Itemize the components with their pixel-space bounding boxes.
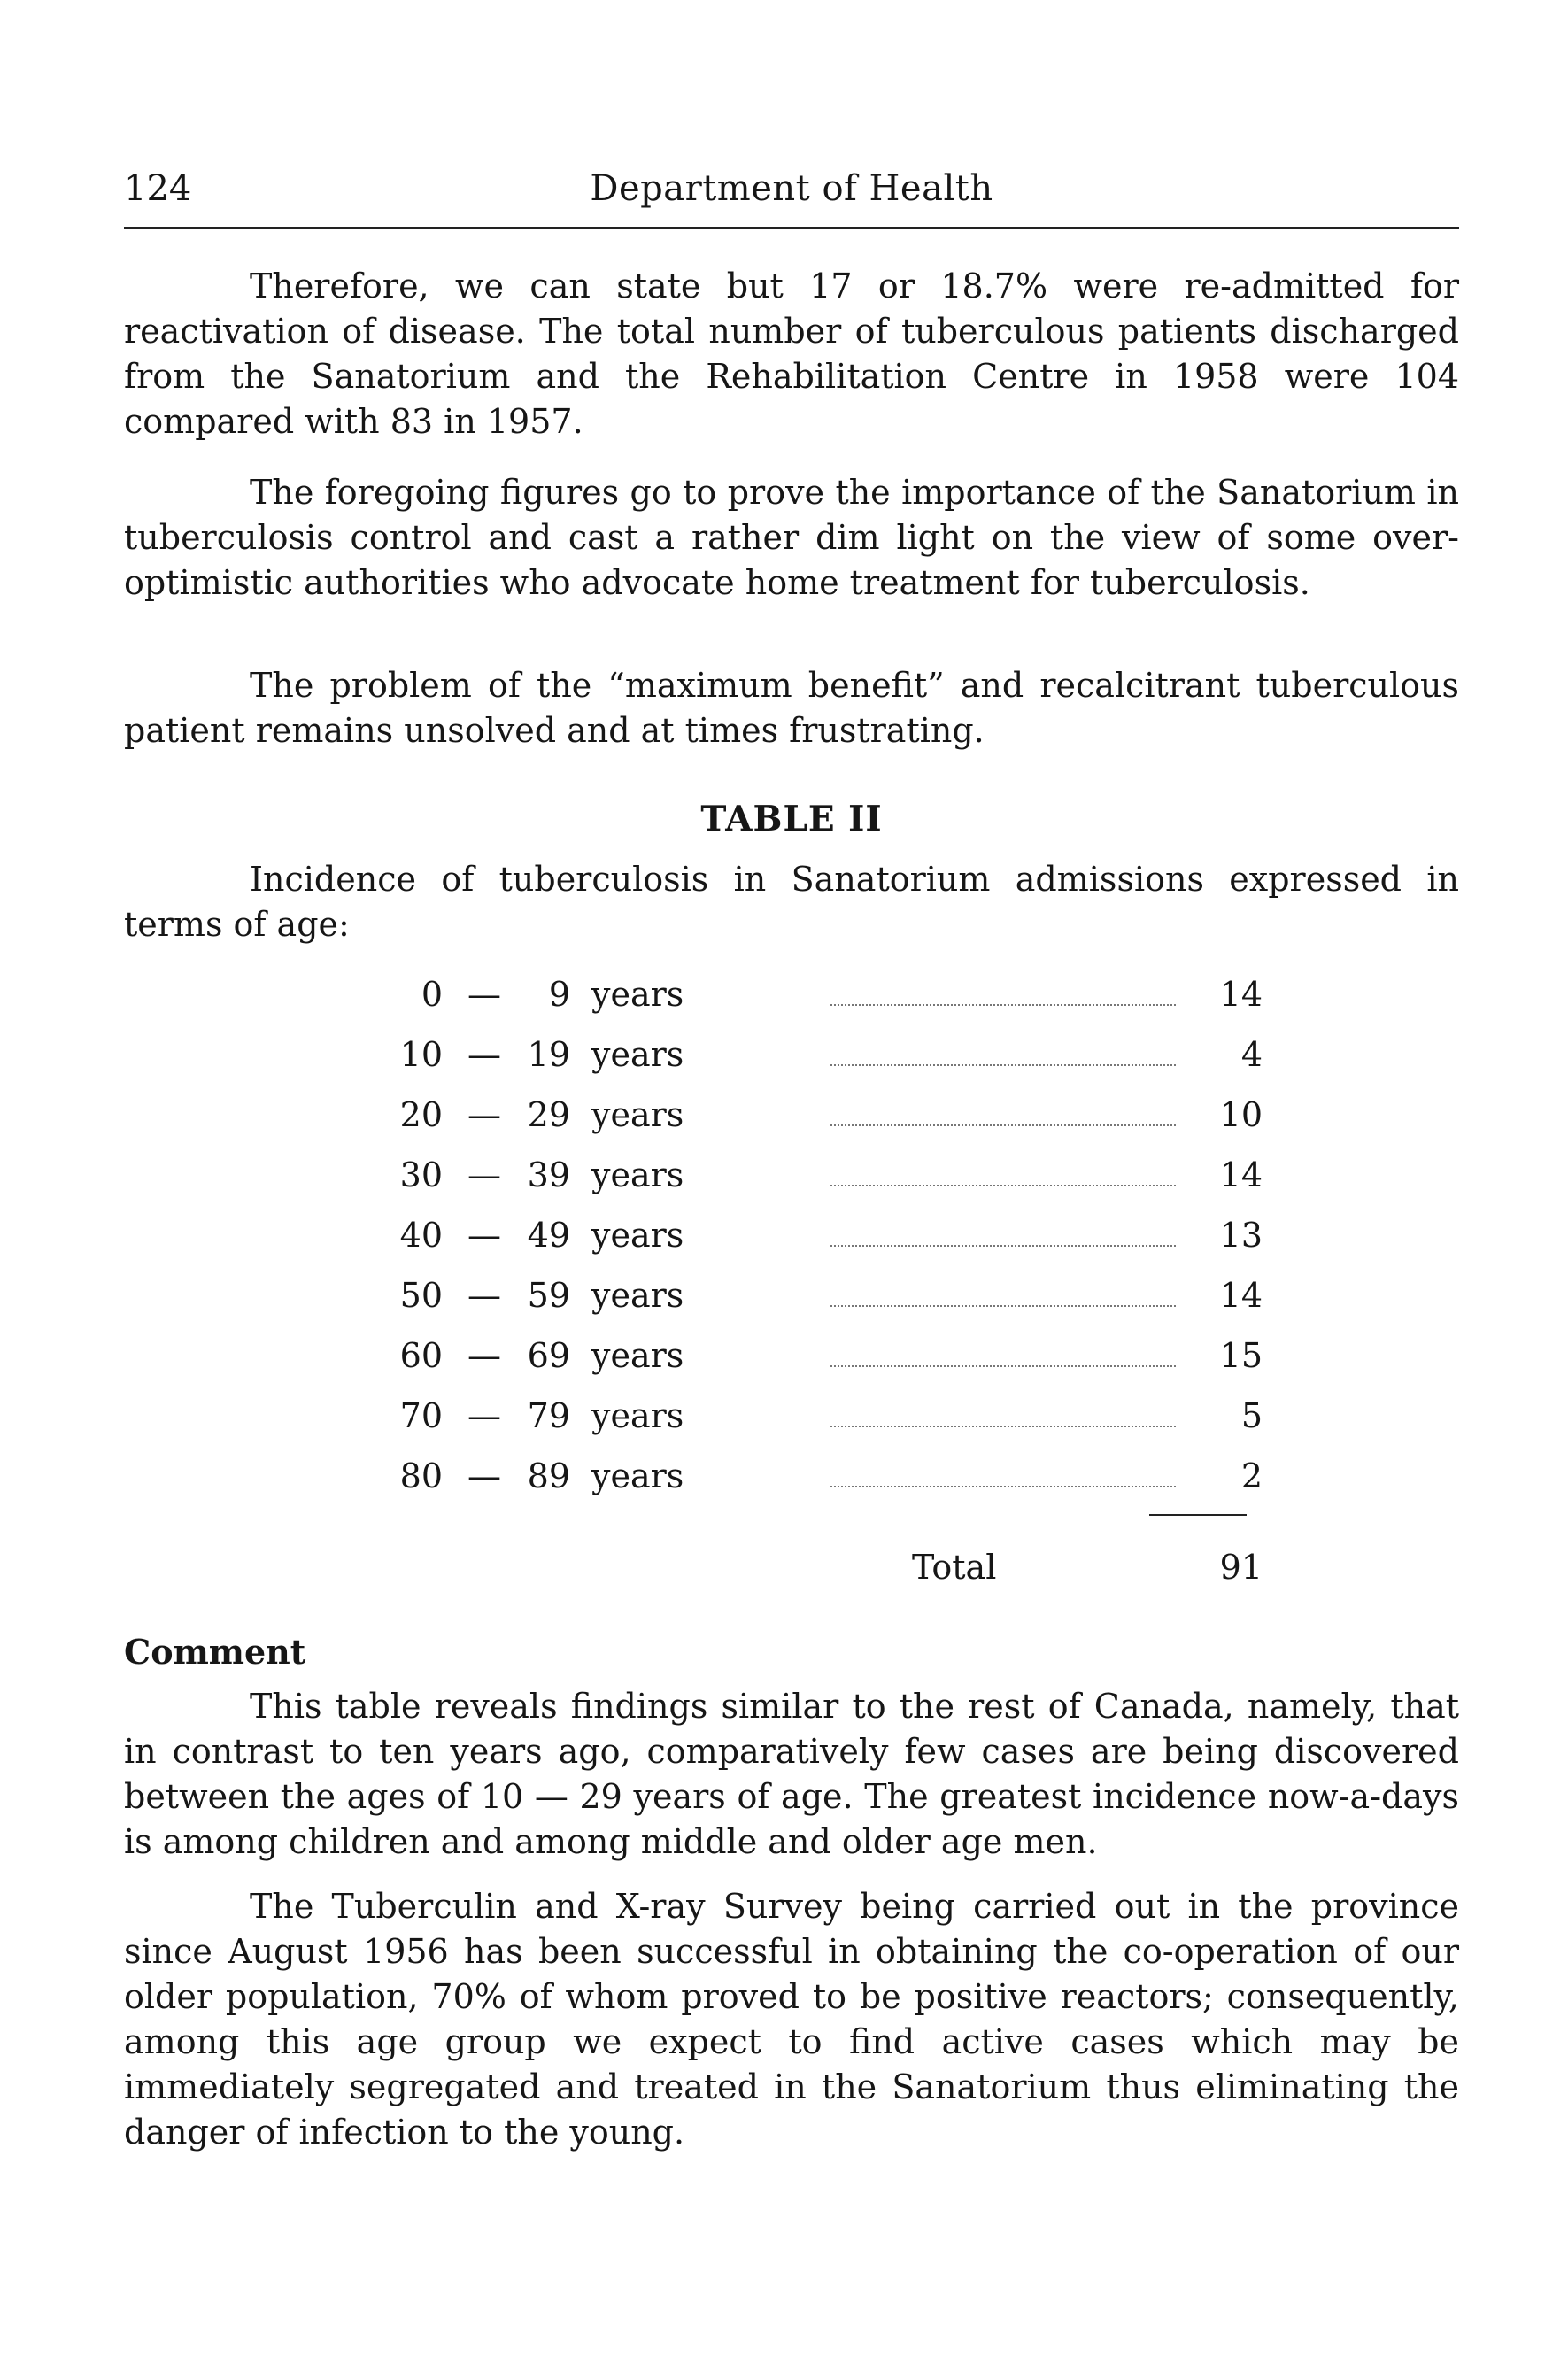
age-range-end: 69 bbox=[527, 1336, 570, 1375]
age-range-start: 30 bbox=[399, 1155, 443, 1194]
range-dash: — bbox=[467, 1035, 501, 1074]
paragraph-sanatorium-importance: The foregoing figures go to prove the importance of the Sanatorium in tuberculosis control and cast a rather dim light on the view of some over-optimistic authorities who advocate home treatment for tuberculosis. bbox=[124, 473, 1459, 602]
age-unit: years bbox=[591, 1035, 684, 1074]
age-unit: years bbox=[591, 1336, 684, 1375]
total-label: Total bbox=[912, 1548, 997, 1587]
table-row bbox=[363, 1153, 1263, 1213]
sum-rule bbox=[1149, 1514, 1247, 1516]
table-row bbox=[363, 1213, 1263, 1273]
paragraph-maximum-benefit: The problem of the “maximum benefit” and recalcitrant tuberculous patient remains unsolved and at times frustrating. bbox=[124, 666, 1459, 750]
dot-leader bbox=[830, 1185, 1176, 1186]
age-range-end: 19 bbox=[527, 1035, 570, 1074]
dot-leader bbox=[830, 1486, 1176, 1488]
range-dash: — bbox=[467, 1155, 501, 1194]
age-range-start: 10 bbox=[399, 1035, 443, 1074]
age-range-start: 70 bbox=[399, 1396, 443, 1435]
age-range-start: 50 bbox=[399, 1276, 443, 1315]
dot-leader bbox=[830, 1064, 1176, 1066]
paragraph-readmission: Therefore, we can state but 17 or 18.7% were re-admitted for reactivation of disease. The total number of tuberculous patients discharged from the Sanatorium and the Rehabilitation Centre in 1958 were 104 compared with 83 in 1957. bbox=[124, 267, 1459, 441]
age-range-end: 89 bbox=[527, 1457, 570, 1495]
range-dash: — bbox=[467, 1216, 501, 1255]
age-unit: years bbox=[591, 1276, 684, 1315]
table-row bbox=[363, 1093, 1263, 1153]
age-unit: years bbox=[591, 1457, 684, 1495]
comment-heading: Comment bbox=[124, 1632, 306, 1672]
age-range-end: 79 bbox=[527, 1396, 570, 1435]
table-row bbox=[363, 1454, 1263, 1514]
table-row bbox=[363, 1032, 1263, 1093]
header-rule bbox=[124, 227, 1459, 229]
table-caption: Incidence of tuberculosis in Sanatorium admissions expressed in terms of age: bbox=[124, 860, 1459, 944]
admission-count: 5 bbox=[1240, 1396, 1263, 1435]
admission-count: 13 bbox=[1219, 1216, 1263, 1255]
range-dash: — bbox=[467, 1457, 501, 1495]
dot-leader bbox=[830, 1305, 1176, 1307]
range-dash: — bbox=[467, 1276, 501, 1315]
age-range-end: 59 bbox=[527, 1276, 570, 1315]
age-incidence-table bbox=[363, 972, 1263, 1514]
admission-count: 4 bbox=[1240, 1035, 1263, 1074]
range-dash: — bbox=[467, 1396, 501, 1435]
admission-count: 10 bbox=[1219, 1095, 1263, 1134]
document-page bbox=[124, 0, 1459, 2380]
age-range-end: 29 bbox=[527, 1095, 570, 1134]
comment-paragraph-survey: The Tuberculin and X-ray Survey being carried out in the province since August 1956 has been successful in obtaining the co-operation of our older population, 70% of whom proved to be positive reactors; consequently, among this age group we expect to find active cases which may be immediately segregated and treated in the Sanatorium thus eliminating the danger of infection to the young. bbox=[124, 1887, 1459, 2152]
age-range-end: 9 bbox=[548, 975, 570, 1014]
range-dash: — bbox=[467, 1336, 501, 1375]
age-range-start: 60 bbox=[399, 1336, 443, 1375]
table-row bbox=[363, 1333, 1263, 1394]
table-row bbox=[363, 972, 1263, 1032]
admission-count: 2 bbox=[1240, 1457, 1263, 1495]
page-header bbox=[124, 168, 1459, 221]
range-dash: — bbox=[467, 975, 501, 1014]
total-value: 91 bbox=[1219, 1548, 1263, 1587]
dot-leader bbox=[830, 1124, 1176, 1126]
running-head: Department of Health bbox=[590, 168, 993, 209]
age-range-start: 0 bbox=[421, 975, 443, 1014]
dot-leader bbox=[830, 1245, 1176, 1247]
table-row bbox=[363, 1273, 1263, 1333]
age-range-start: 40 bbox=[399, 1216, 443, 1255]
age-unit: years bbox=[591, 1216, 684, 1255]
age-unit: years bbox=[591, 975, 684, 1014]
range-dash: — bbox=[467, 1095, 501, 1134]
age-unit: years bbox=[591, 1396, 684, 1435]
dot-leader bbox=[830, 1004, 1176, 1006]
admission-count: 14 bbox=[1219, 975, 1263, 1014]
age-unit: years bbox=[591, 1095, 684, 1134]
age-unit: years bbox=[591, 1155, 684, 1194]
age-range-end: 49 bbox=[527, 1216, 570, 1255]
page-number: 124 bbox=[124, 168, 192, 209]
age-range-end: 39 bbox=[527, 1155, 570, 1194]
admission-count: 14 bbox=[1219, 1276, 1263, 1315]
age-range-start: 20 bbox=[399, 1095, 443, 1134]
table-row bbox=[363, 1394, 1263, 1454]
age-range-start: 80 bbox=[399, 1457, 443, 1495]
comment-paragraph-findings: This table reveals findings similar to the rest of Canada, namely, that in contrast to ten years ago, comparatively few cases are being discovered between the ages of 10 — 29 years of age. The greatest incidence now-a-days is among children and among middle and older age men. bbox=[124, 1687, 1459, 1861]
dot-leader bbox=[830, 1426, 1176, 1427]
admission-count: 15 bbox=[1219, 1336, 1263, 1375]
table-title: TABLE II bbox=[700, 799, 883, 839]
dot-leader bbox=[830, 1365, 1176, 1367]
admission-count: 14 bbox=[1219, 1155, 1263, 1194]
